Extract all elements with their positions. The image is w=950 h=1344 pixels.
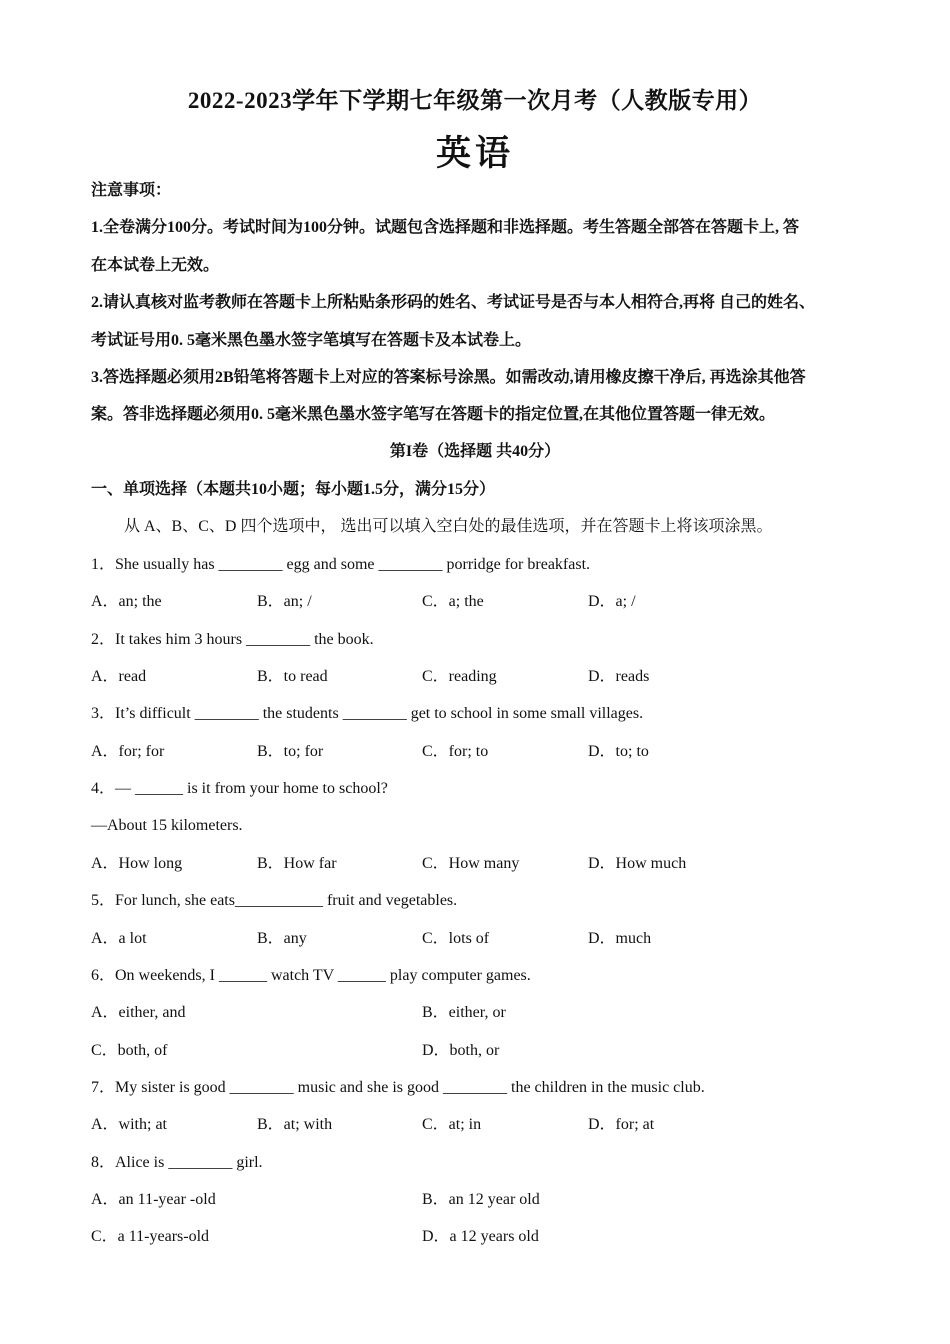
option-a[interactable]: A．How long [91, 855, 183, 872]
option-d[interactable]: D．for; at [588, 1116, 655, 1133]
option-d[interactable]: D．reads [588, 668, 650, 685]
question-stem-reply: —About 15 kilometers. [91, 817, 243, 834]
notice-line: 1.全卷满分100分。考试时间为100分钟。试题包含选择题和非选择题。考生答题全部答在答题卡上, 答 [91, 219, 800, 236]
question-stem: 8．Alice is ________ girl. [91, 1154, 263, 1171]
option-a[interactable]: A．for; for [91, 743, 165, 760]
option-a[interactable]: A．with; at [91, 1116, 167, 1133]
option-b[interactable]: B．to; for [257, 743, 324, 760]
option-a[interactable]: A．either, and [91, 1004, 186, 1021]
subject-title: 英语 [435, 134, 514, 173]
option-c[interactable]: C．a 11-years-old [91, 1228, 210, 1245]
option-b[interactable]: B．an; / [257, 593, 312, 610]
section-instruction: 从 A、B、C、D 四个选项中， 选出可以填入空白处的最佳选项，并在答题卡上将该项涂黑。 [124, 518, 773, 535]
option-a[interactable]: A．an 11-year -old [91, 1191, 216, 1208]
notice-line: 考试证号用0. 5毫米黑色墨水签字笔填写在答题卡及本试卷上。 [91, 332, 532, 349]
option-c[interactable]: C．for; to [422, 743, 489, 760]
option-a[interactable]: A．a lot [91, 930, 147, 947]
option-b[interactable]: B．at; with [257, 1116, 333, 1133]
question-stem: 5．For lunch, she eats___________ fruit and vegetables. [91, 892, 458, 909]
option-d[interactable]: D．to; to [588, 743, 649, 760]
question-stem: 3．It’s difficult ________ the students ________ get to school in some small villages. [91, 705, 644, 722]
question-stem: 6．On weekends, I ______ watch TV ______ play computer games. [91, 967, 531, 984]
option-d[interactable]: D．much [588, 930, 652, 947]
question-stem: 7．My sister is good ________ music and she is good ________ the children in the music club. [91, 1079, 705, 1096]
option-d[interactable]: D．a; / [588, 593, 636, 610]
option-b[interactable]: B．any [257, 930, 307, 947]
question-stem: 1．She usually has ________ egg and some ________ porridge for breakfast. [91, 556, 591, 573]
option-c[interactable]: C．both, of [91, 1042, 168, 1059]
option-b[interactable]: B．either, or [422, 1004, 506, 1021]
section-heading: 一、单项选择（本题共10小题；每小题1.5分，满分15分） [91, 481, 496, 498]
option-d[interactable]: D．a 12 years old [422, 1228, 539, 1245]
option-c[interactable]: C．lots of [422, 930, 490, 947]
option-a[interactable]: A．an; the [91, 593, 162, 610]
option-d[interactable]: D．How much [588, 855, 687, 872]
option-a[interactable]: A．read [91, 668, 147, 685]
part1-heading: 第I卷（选择题 共40分） [389, 443, 561, 460]
option-d[interactable]: D．both, or [422, 1042, 500, 1059]
notice-line: 3.答选择题必须用2B铅笔将答题卡上对应的答案标号涂黑。如需改动,请用橡皮擦干净后, 再选涂其他答 [91, 369, 806, 386]
question-stem: 2．It takes him 3 hours ________ the book. [91, 631, 374, 648]
option-c[interactable]: C．a; the [422, 593, 484, 610]
option-c[interactable]: C．at; in [422, 1116, 482, 1133]
notice-line: 2.请认真核对监考教师在答题卡上所粘贴条形码的姓名、考试证号是否与本人相符合,再将 自己的姓名、 [91, 294, 816, 311]
option-c[interactable]: C．How many [422, 855, 520, 872]
notice-line: 案。答非选择题必须用0. 5毫米黑色墨水签字笔写在答题卡的指定位置,在其他位置答题一律无效。 [91, 406, 776, 423]
option-b[interactable]: B．an 12 year old [422, 1191, 540, 1208]
option-b[interactable]: B．to read [257, 668, 328, 685]
option-c[interactable]: C．reading [422, 668, 497, 685]
notice-line: 在本试卷上无效。 [91, 257, 220, 274]
option-b[interactable]: B．How far [257, 855, 337, 872]
exam-title: 2022-2023学年下学期七年级第一次月考（人教版专用） [187, 88, 763, 113]
question-stem: 4．— ______ is it from your home to school? [91, 780, 388, 797]
notice-heading: 注意事项： [91, 182, 172, 199]
